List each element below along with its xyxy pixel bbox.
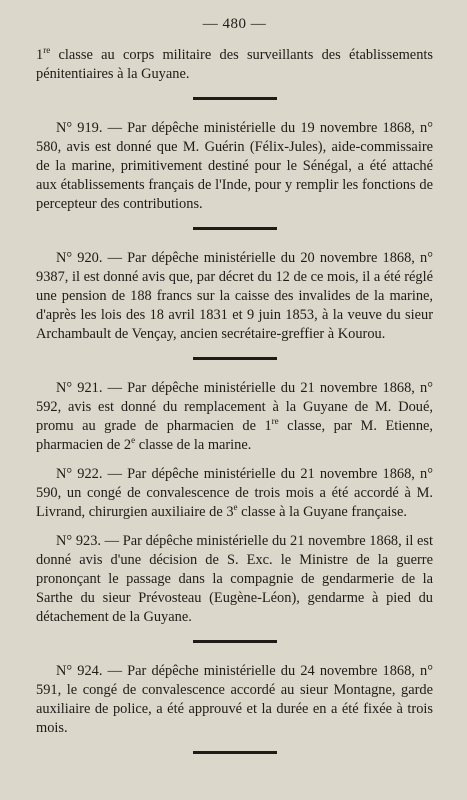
separator-rule	[193, 97, 277, 100]
entry-921-sup-2: e	[131, 435, 136, 446]
entry-921-text-1: N° 921. — Par dépêche ministérielle du 21 novembre 1868, n° 592, avis est donné du remplacement à la Guyane de M. Doué, promu au grade de pharmacien de 1	[36, 380, 433, 434]
entry-921	[36, 379, 433, 455]
entry-922-text-1: N° 922. — Par dépêche ministérielle du 21 novembre 1868, n° 590, un congé de convalescence de trois mois a été accordé à M. Livrand, chirurgien auxiliaire de 3	[36, 466, 433, 520]
entry-922-text-2: classe à la Guyane française.	[237, 504, 407, 520]
page-number: — 480 —	[202, 16, 267, 32]
entry-920: N° 920. — Par dépêche ministérielle du 20 novembre 1868, n° 9387, il est donné avis que, par décret du 12 de ce mois, il a été réglé une pension de 188 francs sur la caisse des invalides de la marine, d'après les lois des 18 avril 1831 et 9 juin 1853, à la veuve du sieur Archambault de Vençay, ancien secrétaire-greffier à Kourou.	[36, 250, 433, 342]
separator-rule	[193, 640, 277, 643]
separator-rule	[193, 227, 277, 230]
separator-rule	[193, 751, 277, 754]
entry-921-text-3: classe de la marine.	[135, 437, 252, 453]
intro-text-end: classe au corps militaire des surveillants des établissements pénitentiaires à la Guyane.	[36, 47, 433, 82]
intro-superscript: re	[43, 45, 51, 56]
entry-919: N° 919. — Par dépêche ministérielle du 19 novembre 1868, n° 580, avis est donné que M. Guérin (Félix-Jules), aide-commissaire de la marine, primitivement destiné pour le Sénégal, a été attaché aux établissements français de l'Inde, pour y remplir les fonctions de percepteur des contributions.	[36, 120, 433, 212]
intro-paragraph	[36, 46, 433, 84]
intro-text-start: 1	[36, 47, 44, 63]
entry-921-sup-1: re	[271, 416, 279, 427]
entry-924: N° 924. — Par dépêche ministérielle du 24 novembre 1868, n° 591, le congé de convalescence accordé au sieur Montagne, garde auxiliaire de police, a été approuvé et la durée en a été fixée à trois mois.	[36, 663, 433, 736]
entry-921-text-2: classe, par M. Etienne, pharmacien de 2	[36, 418, 433, 453]
entry-922-sup-1: e	[233, 502, 238, 513]
entry-923: N° 923. — Par dépêche ministérielle du 21 novembre 1868, il est donné avis d'une décision de S. Exc. le Ministre de la guerre prononçant le passage dans la compagnie de gendarmerie de la Sarthe du sieur Prévosteau (Eugène-Léon), gendarme à pied du détachement de la Guyane.	[36, 533, 433, 625]
separator-rule	[193, 357, 277, 360]
entry-922	[36, 465, 433, 522]
